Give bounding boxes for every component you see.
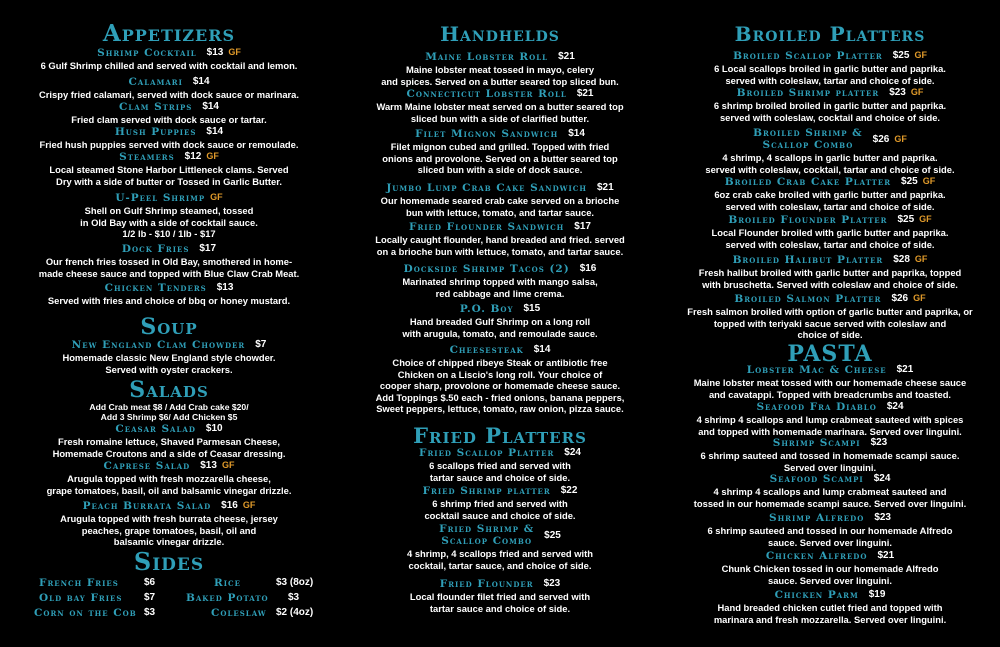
menu-item-name: P.O. Boy: [459, 303, 514, 315]
menu-item: [14, 282, 324, 307]
menu-item-name: Fried Shrimp platter: [422, 485, 551, 497]
menu-item-name: Fried Flounder: [439, 578, 534, 590]
gluten-free-badge: GF: [228, 47, 241, 57]
menu-item: [675, 364, 985, 400]
menu-item: [14, 47, 324, 72]
menu-item-price: $12: [184, 151, 202, 162]
menu-item-description: 4 shrimp 4 scallops and lump crabmeat sauteed and tossed in our homemade scampi sauce. Served over linguini.: [693, 486, 967, 509]
menu-item-name: Broiled Scallop Platter: [733, 50, 883, 62]
menu-item: [14, 339, 324, 375]
menu-item: [14, 126, 324, 151]
menu-item: [675, 401, 985, 437]
menu-item-description: 6 shrimp sauteed and tossed in our homemade Alfredo sauce. Served over linguini.: [707, 525, 953, 548]
menu-item-name: Seafood Fra Diablo: [756, 401, 877, 413]
section-title-fried-platters: Fried Platters: [413, 423, 587, 448]
menu-item: [345, 88, 655, 124]
menu-item-description: 6 shrimp sauteed and tossed in homemade scampi sauce. Served over linguini.: [700, 450, 960, 473]
gluten-free-badge: GF: [922, 176, 936, 186]
menu-item-name: Caprese Salad: [103, 460, 191, 472]
menu-item-name: Fried Scallop Platter: [419, 447, 555, 459]
menu-item-price: $14: [533, 344, 551, 355]
gluten-free-badge: GF: [221, 460, 235, 470]
column-right: [675, 0, 985, 647]
menu-item-name: Peach Burrata Salad: [82, 500, 212, 512]
menu-item-description: Fresh salmon broiled with option of garlic butter and paprika, or topped with teriyaki sacue served with coleslaw and choice of side.: [687, 306, 973, 341]
menu-item-price: $19: [868, 589, 886, 600]
menu-item-description: Locally caught flounder, hand breaded and fried. served on a brioche bun with lettuce, tomato, and tartar sauce.: [375, 234, 625, 257]
side-item: Rice $3 (8oz): [214, 577, 314, 589]
menu-item: [345, 128, 655, 176]
menu-item-description: Choice of chipped ribeye Steak or antibiotic free Chicken on a Liscio's long roll. Your choice of cooper sharp, provolone or homemade cheese sauce. Add Toppings $.50 each - fried onions, banana peppers, Sweet peppers, lettuce, tomato, raw onion, pizza sauce.: [375, 357, 625, 415]
menu-item-name: Maine Lobster Roll: [425, 51, 549, 63]
menu-item-description: 4 shrimp, 4 scallops in garlic butter and paprika. served with coleslaw, cocktail, tartar and choice of side.: [705, 152, 955, 175]
menu-item-name: Broiled Halibut Platter: [732, 254, 884, 266]
menu-item-price: $13: [206, 47, 224, 58]
menu-item-price: $16: [579, 263, 597, 274]
menu-item-description: 4 shrimp, 4 scallops fried and served with cocktail, tartar sauce, and choice of side.: [407, 548, 593, 571]
menu-item: [675, 214, 985, 250]
section-title-broiled-platters: Broiled Platters: [734, 22, 926, 46]
menu-item-name: Lobster Mac & Cheese: [746, 364, 887, 376]
menu-item-price: $21: [558, 51, 575, 62]
menu-item-description: Fresh halibut broiled with garlic butter and paprika, topped with bruschetta. Served with coleslaw and choice of side.: [698, 267, 962, 290]
menu-item: [14, 101, 324, 126]
menu-item-name: Steamers: [119, 151, 175, 163]
menu-item-price: $28: [893, 254, 910, 265]
gluten-free-badge: GF: [910, 87, 924, 97]
menu-item-price: $16: [221, 500, 238, 511]
menu-item-name: Chicken Tenders: [104, 282, 207, 294]
menu-item-name: New England Clam Chowder: [71, 339, 246, 351]
menu-item-name: Chicken Parm: [774, 589, 859, 601]
menu-item: [675, 589, 985, 625]
menu-item-description: Crispy fried calamari, served with dock sauce or marinara.: [38, 89, 299, 101]
menu-item: [345, 485, 655, 521]
menu-item: [345, 51, 655, 87]
gluten-free-badge: GF: [914, 254, 928, 264]
menu-item-price: $21: [877, 550, 895, 561]
gluten-free-badge: GF: [919, 214, 932, 224]
menu-item-price: $23: [543, 578, 561, 589]
menu-item-name: Jumbo Lump Crab Cake Sandwich: [386, 182, 587, 194]
menu-item-description: 6 shrimp fried and served with cocktail sauce and choice of side.: [424, 498, 576, 521]
menu-item-name: Clam Strips: [118, 101, 193, 113]
gluten-free-badge: GF: [914, 50, 927, 60]
menu-item: [345, 578, 655, 614]
menu-item-name: Hush Puppies: [114, 126, 197, 138]
menu-item: [345, 182, 655, 218]
section-title-sides: Sides: [133, 547, 205, 576]
menu-item: [345, 344, 655, 415]
menu-item: [675, 293, 985, 341]
gluten-free-badge: GF: [913, 293, 926, 303]
menu-item-price: $13: [216, 282, 234, 293]
column-left: [14, 0, 324, 647]
menu-item-price: $14: [202, 101, 219, 112]
menu-item-price: $21: [596, 182, 614, 193]
menu-item-price: $17: [199, 243, 217, 254]
menu-item-description: 6oz crab cake broiled with garlic butter and paprika. served with coleslaw, tartar and choice of side.: [714, 189, 946, 212]
menu-item-name: Fried Shrimp & Scallop Combo: [439, 523, 535, 548]
menu-item-description: Arugula topped with fresh burrata cheese, jersey peaches, grape tomatoes, basil, oil and balsamic vinegar drizzle.: [60, 513, 278, 548]
gluten-free-badge: GF: [894, 134, 907, 145]
menu-item-price: $21: [576, 88, 594, 99]
menu-item-description: Shell on Gulf Shrimp steamed, tossed in Old Bay with a side of cocktail sauce. 1/2 lb - $10 / 1lb - $17: [80, 205, 258, 240]
menu-item-price: $17: [574, 221, 591, 232]
menu-item: [14, 243, 324, 279]
section-title-handhelds: Handhelds: [440, 22, 560, 46]
menu-item-price: $24: [873, 473, 891, 484]
menu-item-price: $21: [896, 364, 914, 375]
menu-item-name: U-Peel Shrimp: [115, 192, 206, 204]
menu-item-price: $25: [544, 529, 561, 541]
menu-item: [14, 76, 324, 101]
menu-item-description: 6 scallops fried and served with tartar sauce and choice of side.: [429, 460, 571, 483]
menu-item-name: Broiled Salmon Platter: [734, 293, 882, 305]
menu-item-description: Hand breaded Gulf Shrimp on a long roll with arugula, tomato, and remoulade sauce.: [402, 316, 598, 339]
menu-item-price: $22: [560, 485, 578, 496]
menu-item-name: Chicken Alfredo: [765, 550, 868, 562]
menu-item-description: Homemade classic New England style chowder. Served with oyster crackers.: [62, 352, 276, 375]
menu-item: [345, 523, 655, 571]
menu-item-description: Warm Maine lobster meat served on a butter seared top sliced bun with a side of clarified butter.: [376, 101, 624, 124]
menu-item-name: Broiled Shrimp & Scallop Combo: [753, 127, 863, 152]
section-title-salads: Salads: [129, 377, 209, 403]
gluten-free-badge: GF: [242, 500, 256, 510]
menu-item-name: Ceasar Salad: [115, 423, 196, 435]
menu-item-name: Shrimp Alfredo: [768, 512, 865, 524]
gluten-free-badge: GF: [206, 151, 219, 161]
menu-item: [675, 550, 985, 586]
menu-item: [14, 192, 324, 240]
menu-item-name: Broiled Flounder Platter: [728, 214, 888, 226]
menu-item-description: Maine lobster meat tossed in mayo, celery and spices. Served on a butter seared top sliced bun.: [381, 64, 619, 87]
menu-item-price: $23: [889, 87, 906, 98]
menu-item-name: Broiled Shrimp platter: [736, 87, 880, 99]
side-item: Baked Potato $3: [186, 592, 300, 604]
menu-item-description: 6 shrimp broiled broiled in garlic butter and paprika. served with coleslaw, cocktail and choice of side.: [713, 100, 947, 123]
side-item: French Fries $6: [39, 577, 156, 589]
menu-item-name: Shrimp Scampi: [772, 437, 861, 449]
menu-item-price: $26: [891, 293, 909, 304]
menu-item-description: Local steamed Stone Harbor Littleneck clams. Served Dry with a side of butter or Tossed in Garlic Butter.: [49, 164, 289, 187]
menu-item-price: $26: [872, 133, 890, 145]
menu-item-description: 4 shrimp 4 scallops and lump crabmeat sauteed with spices and topped with homemade marinara. Served over linguini.: [696, 414, 964, 437]
menu-item: [675, 176, 985, 212]
menu-item: [675, 254, 985, 290]
menu-item-price: $14: [192, 76, 210, 87]
menu-item-price: $25: [897, 214, 915, 225]
menu-item: [14, 500, 324, 548]
menu-item-price: $23: [870, 437, 888, 448]
menu-item-price: $24: [886, 401, 904, 412]
side-item: Old bay Fries $7: [39, 592, 156, 604]
section-title-soup: Soup: [140, 314, 198, 340]
menu-item-description: Our french fries tossed in Old Bay, smothered in home- made cheese sauce and topped with Blue Claw Crab Meat.: [38, 256, 300, 279]
menu-item-price: $15: [523, 303, 541, 314]
menu-item: [14, 460, 324, 496]
menu-item: [345, 447, 655, 483]
menu-item-price: $10: [205, 423, 223, 434]
menu-item-description: Hand breaded chicken cutlet fried and topped with marinara and fresh mozzarella. Served over linguini.: [713, 602, 947, 625]
menu-item: [14, 151, 324, 187]
menu-item-name: Cheesesteak: [449, 344, 524, 356]
menu-item-name: Shrimp Cocktail: [97, 47, 197, 59]
menu-item-price: $14: [568, 128, 585, 139]
section-title-appetizers: Appetizers: [102, 20, 236, 47]
menu-item-description: Maine lobster meat tossed with our homemade cheese sauce and cavatappi. Topped with breadcrumbs and toasted.: [693, 377, 967, 400]
menu-item-description: Arugula topped with fresh mozzarella cheese, grape tomatoes, basil, oil and balsamic vinegar drizzle.: [46, 473, 292, 496]
menu-item-price: $25: [892, 50, 910, 61]
menu-item: [675, 473, 985, 509]
menu-item-description: Marinated shrimp topped with mango salsa, red cabbage and lime crema.: [402, 276, 598, 299]
menu-item-description: Fried hush puppies served with dock sauce or remoulade.: [39, 139, 299, 151]
menu-item: [675, 437, 985, 473]
side-item: Coleslaw $2 (4oz): [211, 607, 314, 619]
menu-item-description: Fresh romaine lettuce, Shaved Parmesan Cheese, Homemade Croutons and a side of Ceasar dressing.: [52, 436, 286, 459]
menu-item-name: Fried Flounder Sandwich: [409, 221, 565, 233]
menu-item-price: $24: [564, 447, 581, 458]
menu-item: [345, 303, 655, 339]
menu-item-description: Local flounder filet fried and served with tartar sauce and choice of side.: [409, 591, 591, 614]
side-item: Corn on the Cob $3: [34, 607, 156, 619]
menu-item: [14, 423, 324, 459]
menu-item: [675, 87, 985, 123]
menu-item: [345, 263, 655, 299]
menu-item-price: $25: [901, 176, 918, 187]
menu-item-description: 6 Gulf Shrimp chilled and served with cocktail and lemon.: [40, 60, 298, 72]
menu-item-price: $14: [206, 126, 224, 137]
menu-item: [675, 127, 985, 175]
menu-item-description: Chunk Chicken tossed in our homemade Alfredo sauce. Served over linguini.: [721, 563, 939, 586]
menu-item-name: Calamari: [128, 76, 183, 88]
salads-addons: Add Crab meat $8 / Add Crab cake $20/ Add 3 Shrimp $6/ Add Chicken $5: [89, 402, 249, 422]
menu-item-description: Our homemade seared crab cake served on a brioche bun with lettuce, tomato, and tartar sauce.: [380, 195, 620, 218]
menu-item-description: Filet mignon cubed and grilled. Topped with fried onions and provolone. Served on a butter seared top sliced bun with a side of dock sauce.: [382, 141, 618, 176]
menu-item-name: Broiled Crab Cake Platter: [724, 176, 892, 188]
menu-item-price: $23: [874, 512, 891, 523]
menu-item-description: Fried clam served with dock sauce or tartar.: [71, 114, 267, 126]
menu-item-name: Dockside Shrimp Tacos (2): [403, 263, 570, 275]
menu-item-description: 6 Local scallops broiled in garlic butter and paprika. served with coleslaw, tartar and choice of side.: [714, 63, 946, 86]
menu-item-price: $13: [200, 460, 217, 471]
menu-item: [675, 512, 985, 548]
menu-item: [675, 50, 985, 86]
menu-item-name: Dock Fries: [121, 243, 190, 255]
gluten-free-badge: GF: [210, 192, 223, 202]
menu-item: [345, 221, 655, 257]
menu-item-description: Served with fries and choice of bbq or honey mustard.: [47, 295, 291, 307]
menu-item-name: Seafood Scampi: [769, 473, 864, 485]
menu-item-name: Connecticut Lobster Roll: [406, 88, 567, 100]
menu-item-name: Filet Mignon Sandwich: [415, 128, 559, 140]
column-middle: [345, 0, 655, 647]
section-title-pasta: PASTA: [787, 341, 873, 367]
menu-item-description: Local Flounder broiled with garlic butter and paprika. served with coleslaw, tartar and choice of side.: [711, 227, 949, 250]
menu-item-price: $7: [255, 339, 267, 350]
